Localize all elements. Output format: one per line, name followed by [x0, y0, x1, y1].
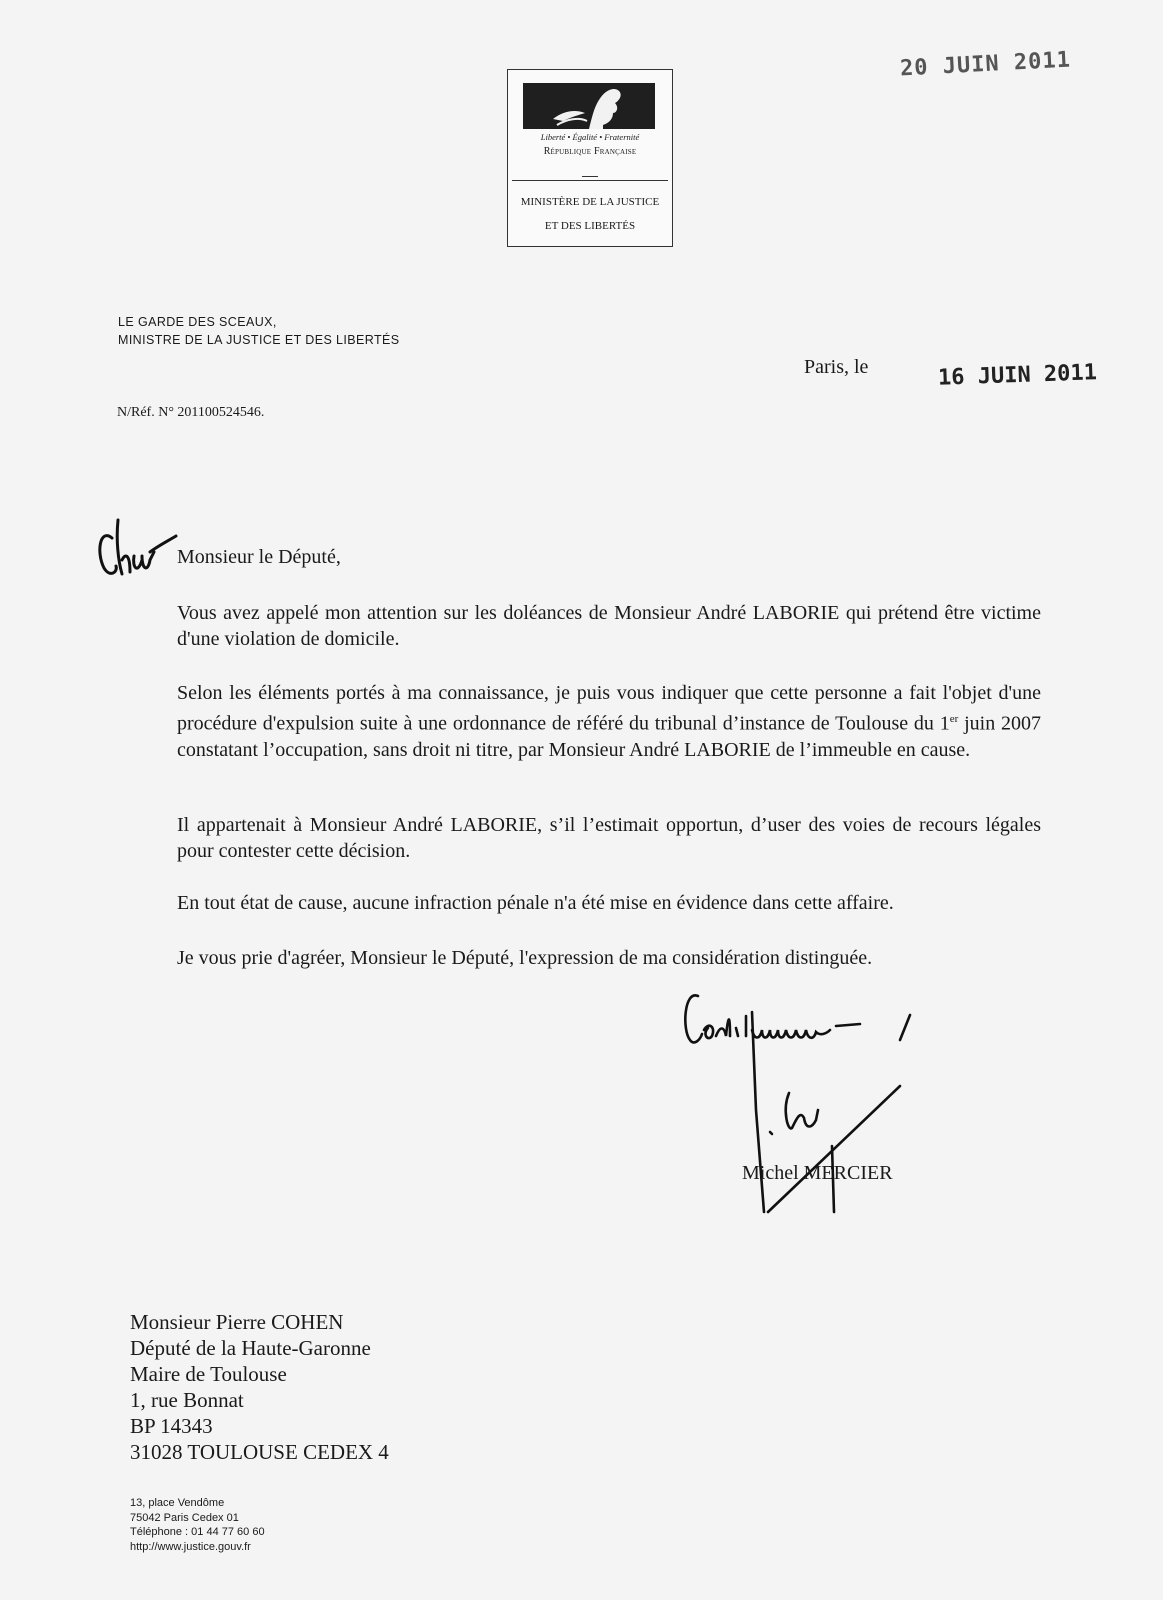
paragraph-4: En tout état de cause, aucune infraction pénale n'a été mise en évidence dans cette affaire. — [177, 892, 894, 914]
received-date-stamp: 20 JUIN 2011 — [899, 47, 1072, 82]
sender-line-2: MINISTRE DE LA JUSTICE ET DES LIBERTÉS — [118, 333, 400, 347]
handwritten-greeting-icon — [100, 520, 176, 574]
salutation: Monsieur le Député, — [177, 546, 341, 568]
signatory-name: Michel MERCIER — [742, 1162, 893, 1184]
recipient-line: Député de la Haute-Garonne — [130, 1336, 371, 1360]
letter-date-stamp: 16 JUIN 2011 — [937, 360, 1098, 391]
ministry-name-line1: MINISTÈRE DE LA JUSTICE — [520, 196, 660, 208]
footer-phone: Téléphone : 01 44 77 60 60 — [130, 1526, 265, 1538]
republic-motto: Liberté • Égalité • Fraternité — [540, 132, 640, 142]
footer-city: 75042 Paris Cedex 01 — [130, 1511, 239, 1524]
footer-address: 13, place Vendôme — [130, 1497, 225, 1509]
recipient-line: 1, rue Bonnat — [130, 1388, 244, 1412]
sender-line-1: LE GARDE DES SCEAUX, — [118, 315, 277, 329]
paragraph-1: Vous avez appelé mon attention sur les doléances de Monsieur André LABORIE qui prétend être victime d'une violation de domicile. — [177, 602, 1041, 650]
paragraph-2-start: Selon les éléments portés à ma connaissance, je puis vous indiquer que cette personne a fait l'objet d'une procédure d'expulsion suite à une ordonnance de référé du tribunal d’instance de Toulouse du 1 — [177, 682, 1041, 735]
paragraph-2-end: juin 2007 constatant l’occupation, sans droit ni titre, par Monsieur André LABORIE de l’immeuble en cause. — [177, 712, 1041, 761]
reference-number: N/Réf. N° 201100524546. — [117, 405, 265, 420]
paragraph-2 — [177, 680, 1041, 763]
republic-name: République Française — [543, 146, 637, 157]
recipient-address — [130, 1309, 389, 1465]
ordinal-suffix: er — [949, 713, 959, 725]
closing-formula: Je vous prie d'agréer, Monsieur le Député, l'expression de ma considération distinguée. — [177, 947, 873, 969]
ministry-name-line2: ET DES LIBERTÉS — [544, 220, 636, 232]
recipient-line: BP 14343 — [130, 1414, 213, 1438]
recipient-line: Monsieur Pierre COHEN — [130, 1310, 344, 1334]
paragraph-3: Il appartenait à Monsieur André LABORIE, s’il l’estimait opportun, d’user des voies de recours légales pour contester cette décision. — [177, 814, 1041, 862]
place-label: Paris, le — [804, 356, 869, 378]
footer-website-link[interactable]: http://www.justice.gouv.fr — [130, 1540, 251, 1553]
ministry-contact-footer — [130, 1496, 265, 1554]
recipient-line: 31028 TOULOUSE CEDEX 4 — [130, 1440, 389, 1464]
recipient-line: Maire de Toulouse — [130, 1362, 287, 1386]
